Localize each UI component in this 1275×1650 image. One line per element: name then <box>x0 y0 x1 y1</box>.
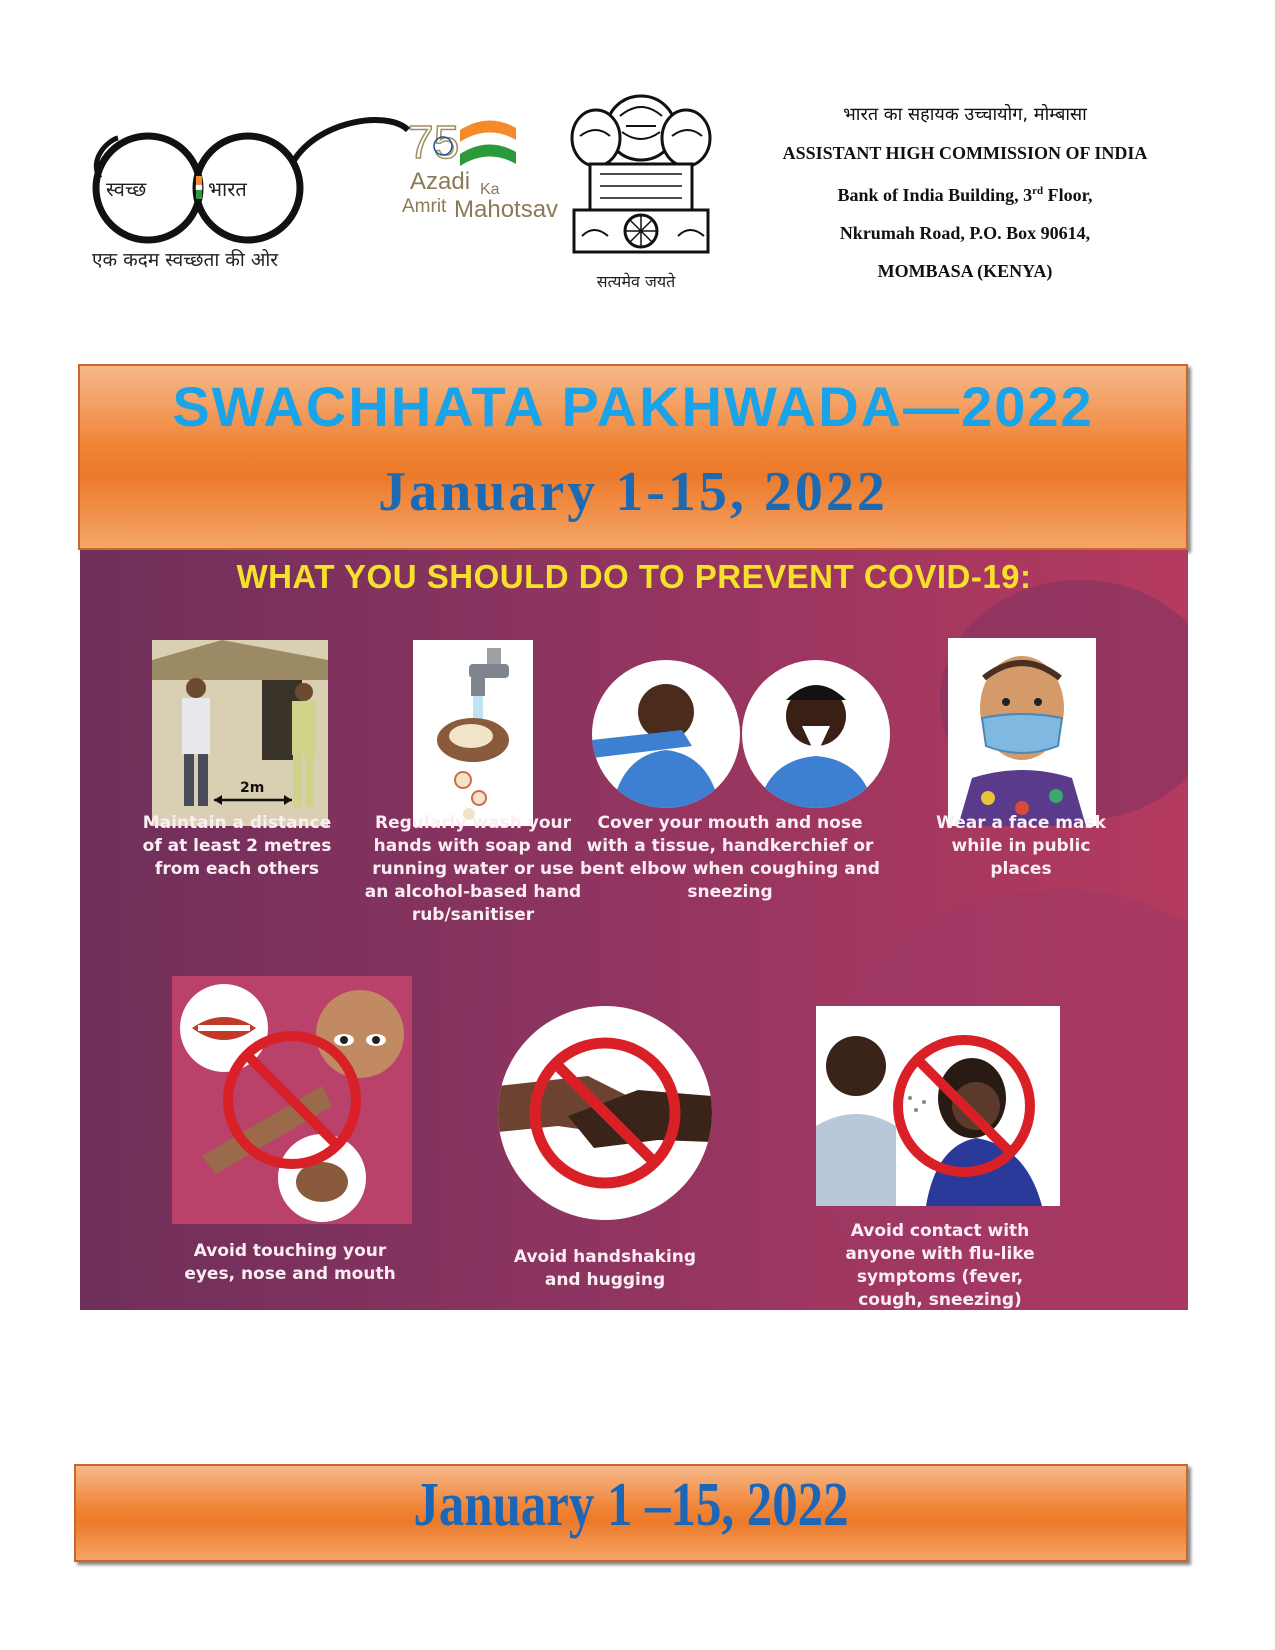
tip-caption-touch: Avoid touching your eyes, nose and mouth <box>184 1241 396 1284</box>
building-prefix: Bank of India Building, 3 <box>837 185 1033 205</box>
hindi-office-name: भारत का सहायक उच्चायोग, मोम्बासा <box>843 104 1087 125</box>
lion-capital-icon <box>560 86 722 266</box>
swachh-tagline: एक कदम स्वच्छता की ओर <box>92 249 279 271</box>
tip-caption-handshake: Avoid handshaking and hugging <box>513 1247 697 1290</box>
address-block <box>740 96 1190 290</box>
road-line: Nkrumah Road, P.O. Box 90614, <box>839 223 1091 243</box>
number-75: 75 <box>408 116 460 168</box>
banner-date: January 1-15, 2022 <box>378 461 888 523</box>
amrit-word: Amrit <box>402 196 447 217</box>
no-contact-icon <box>816 1006 1060 1206</box>
banner-title: SWACHHATA PAKHWADA—2022 <box>172 375 1094 438</box>
emblem-motto: सत्यमेव जयते <box>596 272 676 291</box>
tip-caption-mask: Wear a face mask while in public places <box>936 813 1106 879</box>
tip-caption-handwash: Regularly wash your hands with soap and running water or use an alcohol-based hand rub/sanitiser <box>364 813 582 925</box>
building-sup: rd <box>1032 185 1044 197</box>
swachh-word-right: भारत <box>208 177 247 201</box>
office-name: ASSISTANT HIGH COMMISSION OF INDIA <box>782 143 1148 163</box>
avoid-touching-illustration <box>172 976 412 1224</box>
building-suffix: Floor, <box>1043 185 1093 205</box>
azadi-word: Azadi <box>410 168 471 195</box>
handshake-illustration <box>498 1006 712 1220</box>
city-line: MOMBASA (KENYA) <box>877 261 1053 281</box>
tip-caption-cover: Cover your mouth and nose with a tissue, handkerchief or bent elbow when coughing and sneezing <box>580 813 880 902</box>
cough-elbow-icon <box>592 660 740 808</box>
ka-word: Ka <box>480 181 500 198</box>
bottom-banner-date: January 1 –15, 2022 <box>413 1471 849 1539</box>
sneeze-tissue-icon <box>742 660 890 808</box>
face-mask-icon <box>948 638 1096 826</box>
social-distance-icon <box>152 640 328 826</box>
tap-water-icon <box>413 640 533 826</box>
mahotsav-word: Mahotsav <box>454 196 559 223</box>
handwash-illustration <box>413 640 533 826</box>
avoid-contact-illustration <box>816 1006 1060 1206</box>
no-handshake-icon <box>498 1006 712 1220</box>
building-line <box>740 172 1190 214</box>
tip-caption-contact: Avoid contact with anyone with flu-like symptoms (fever, cough, sneezing) <box>845 1221 1035 1310</box>
distance-label: 2m <box>240 780 265 796</box>
face-mask-illustration <box>948 638 1096 826</box>
covid-poster <box>80 550 1188 1310</box>
tip-caption-distance: Maintain a distance of at least 2 metres from each others <box>142 813 332 879</box>
cough-elbow-illustration <box>592 660 740 808</box>
poster-heading: WHAT YOU SHOULD DO TO PREVENT COVID-19: <box>236 558 1032 595</box>
state-emblem <box>560 86 722 266</box>
swachh-word-left: स्वच्छ <box>106 177 147 201</box>
no-touching-face-icon <box>172 976 412 1224</box>
sneeze-tissue-illustration <box>742 660 890 808</box>
distance-illustration <box>152 640 328 826</box>
